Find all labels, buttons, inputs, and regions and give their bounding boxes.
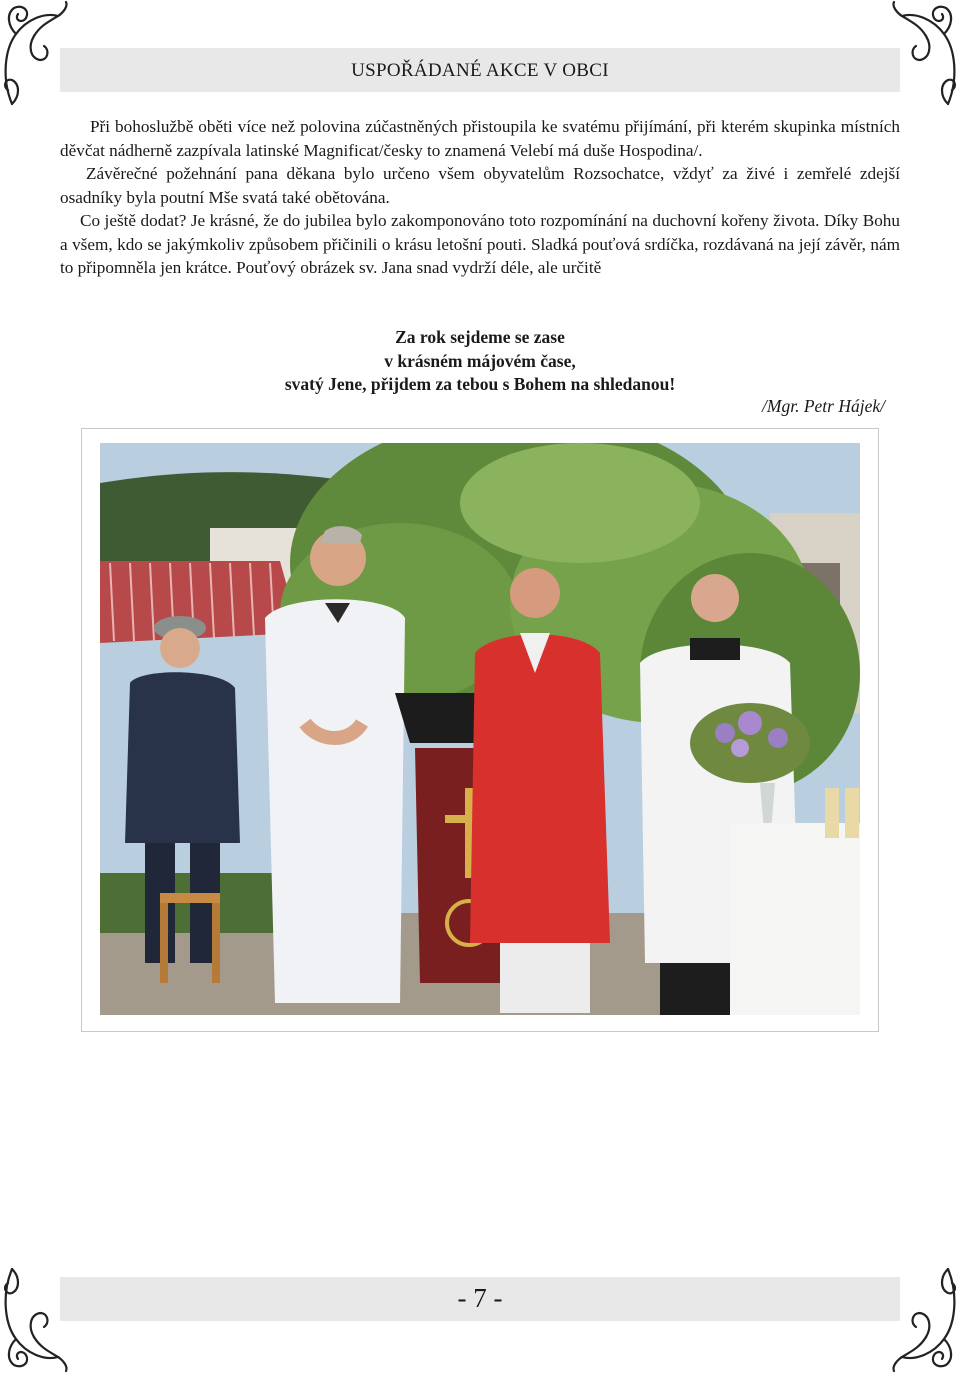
paragraph: Závěrečné požehnání pana děkana bylo určeno všem obyvatelům Rozsochatce, vždyť za živé i zemřelé zdejší osadníky byla poutní Mše svatá také obětována.	[60, 164, 900, 207]
header-bar	[60, 48, 900, 92]
photo-frame	[81, 428, 879, 1032]
page-number: - 7 -	[457, 1283, 503, 1313]
article-body	[60, 115, 900, 280]
event-photo	[100, 443, 860, 1015]
footer-bar	[60, 1277, 900, 1321]
flourish-icon	[890, 0, 960, 110]
verse-line: Za rok sejdeme se zase	[395, 327, 565, 347]
paragraph: Co ještě dodat? Je krásné, že do jubilea bylo zakomponováno toto rozpomínání na duchovní kořeny života. Díky Bohu a všem, kdo se jakýmkoliv způsobem přičinili o krásu letošní pouti. Sladká pouťová srdíčka, rozdávaná na její závěr, nám to připomněla jen krátce. Pouťový obrázek sv. Jana snad vydrží déle, ale určitě	[60, 211, 900, 277]
photo-image	[100, 443, 860, 1015]
paragraph: Při bohoslužbě oběti více než polovina zúčastněných přistoupila ke svatému přijímání, při kterém skupinka místních děvčat nádherně zazpívala latinské Magnificat/česky to znamená Velebí má duše Hospodina/.	[60, 117, 900, 160]
corner-ornament-bottom-right	[890, 1263, 960, 1373]
corner-ornament-top-right	[890, 0, 960, 110]
verse-line: v krásném májovém čase,	[384, 350, 576, 371]
flourish-icon	[890, 1263, 960, 1373]
verse-line: svatý Jene, přijdem za tebou s Bohem na shledanou!	[284, 374, 676, 394]
author-signature: /Mgr. Petr Hájek/	[762, 396, 885, 416]
closing-verse	[60, 326, 900, 397]
section-title: USPOŘÁDANÉ AKCE V OBCI	[351, 60, 609, 81]
